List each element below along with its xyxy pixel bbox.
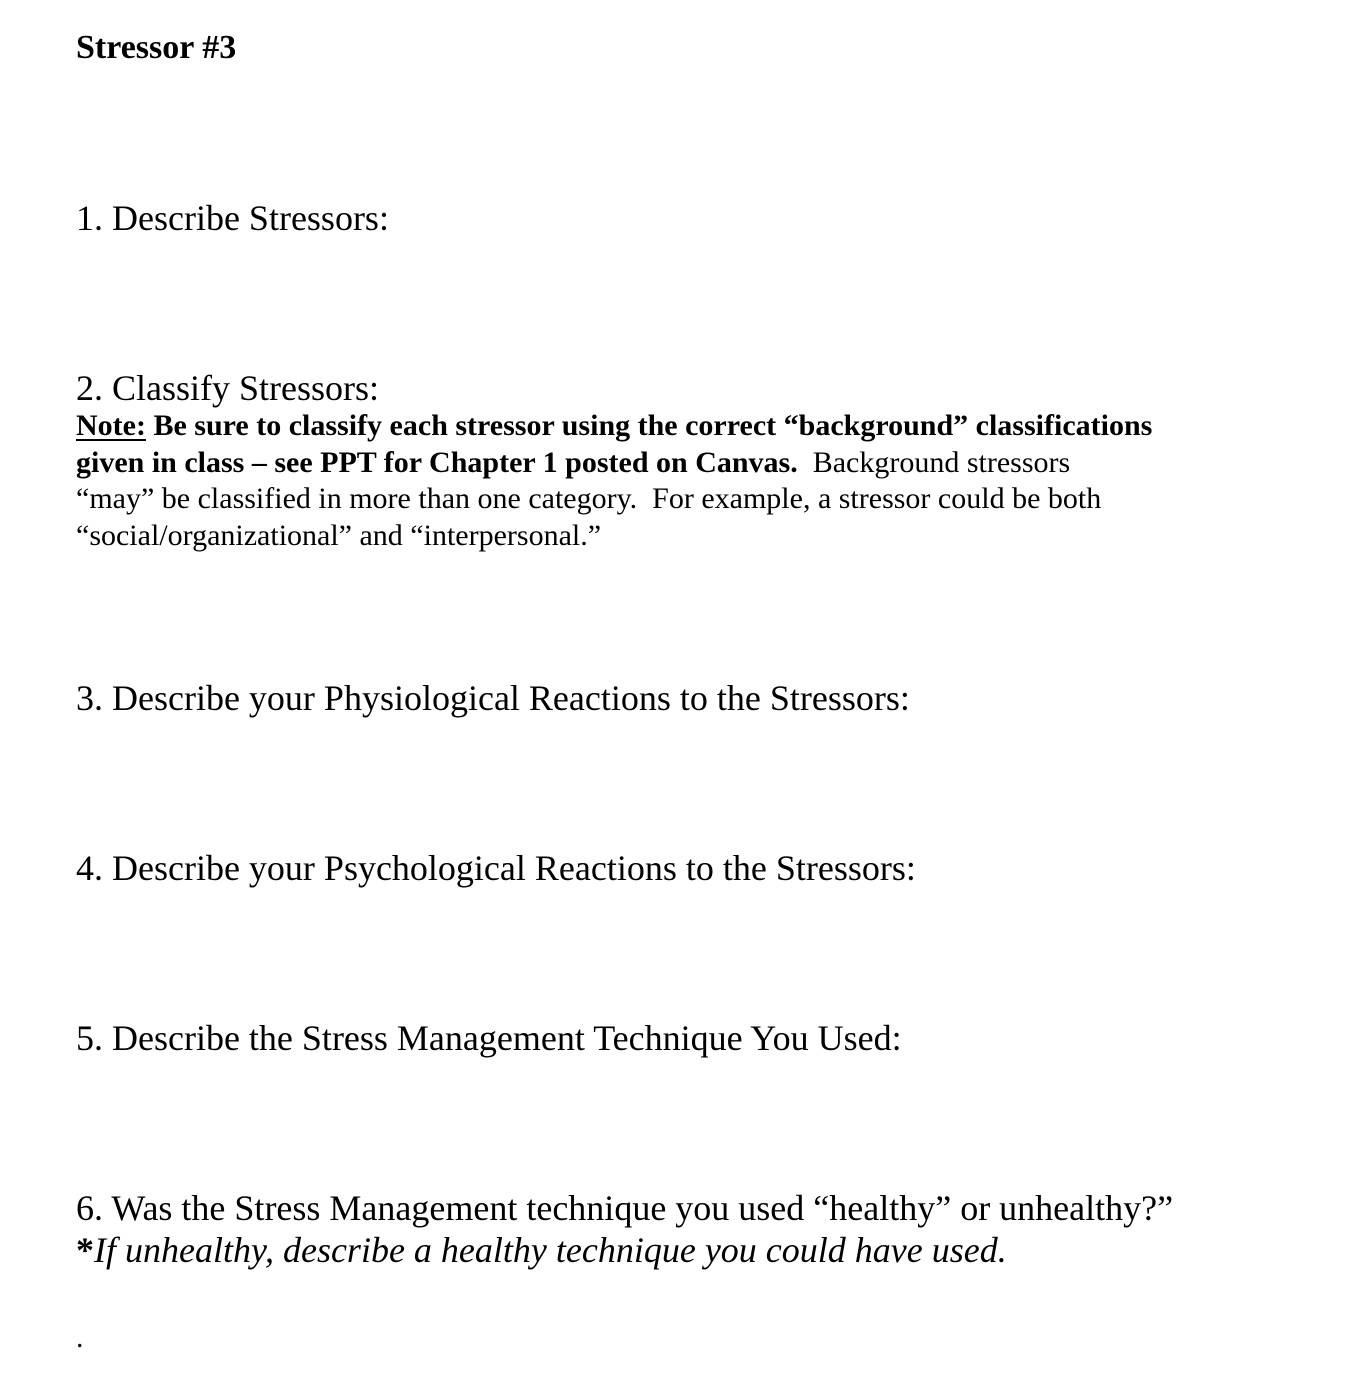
question-psychological-reactions: 4. Describe your Psychological Reactions to the Stressors: bbox=[76, 848, 916, 888]
question-physiological-reactions: 3. Describe your Physiological Reactions to the Stressors: bbox=[76, 678, 910, 718]
note-line-2 bbox=[76, 445, 1152, 482]
classification-note bbox=[76, 408, 1152, 554]
asterisk-mark: * bbox=[76, 1230, 94, 1270]
healthy-technique-text: If unhealthy, describe a healthy technique you could have used. bbox=[94, 1230, 1007, 1270]
page-title: Stressor #3 bbox=[76, 29, 237, 66]
note-bold-text-1: Be sure to classify each stressor using the correct “background” classifications bbox=[145, 409, 1153, 442]
question-stress-management-technique: 5. Describe the Stress Management Technique You Used: bbox=[76, 1018, 902, 1058]
note-label: Note: bbox=[76, 409, 146, 442]
note-line-3: “may” be classified in more than one category. For example, a stressor could be both bbox=[76, 482, 1102, 515]
trailing-mark: . bbox=[76, 1321, 84, 1354]
question-healthy-or-unhealthy: 6. Was the Stress Management technique you used “healthy” or unhealthy?” bbox=[76, 1188, 1174, 1228]
note-bold-text-2: given in class – see PPT for Chapter 1 posted on Canvas. bbox=[76, 445, 798, 479]
note-line-1 bbox=[76, 408, 1152, 445]
question-classify-stressors: 2. Classify Stressors: bbox=[76, 368, 380, 408]
healthy-technique-note bbox=[76, 1228, 1007, 1272]
question-describe-stressors: 1. Describe Stressors: bbox=[76, 198, 389, 238]
note-line-4: “social/organizational” and “interpersonal.” bbox=[76, 518, 602, 552]
note-regular-text-2: Background stressors bbox=[797, 445, 1071, 479]
